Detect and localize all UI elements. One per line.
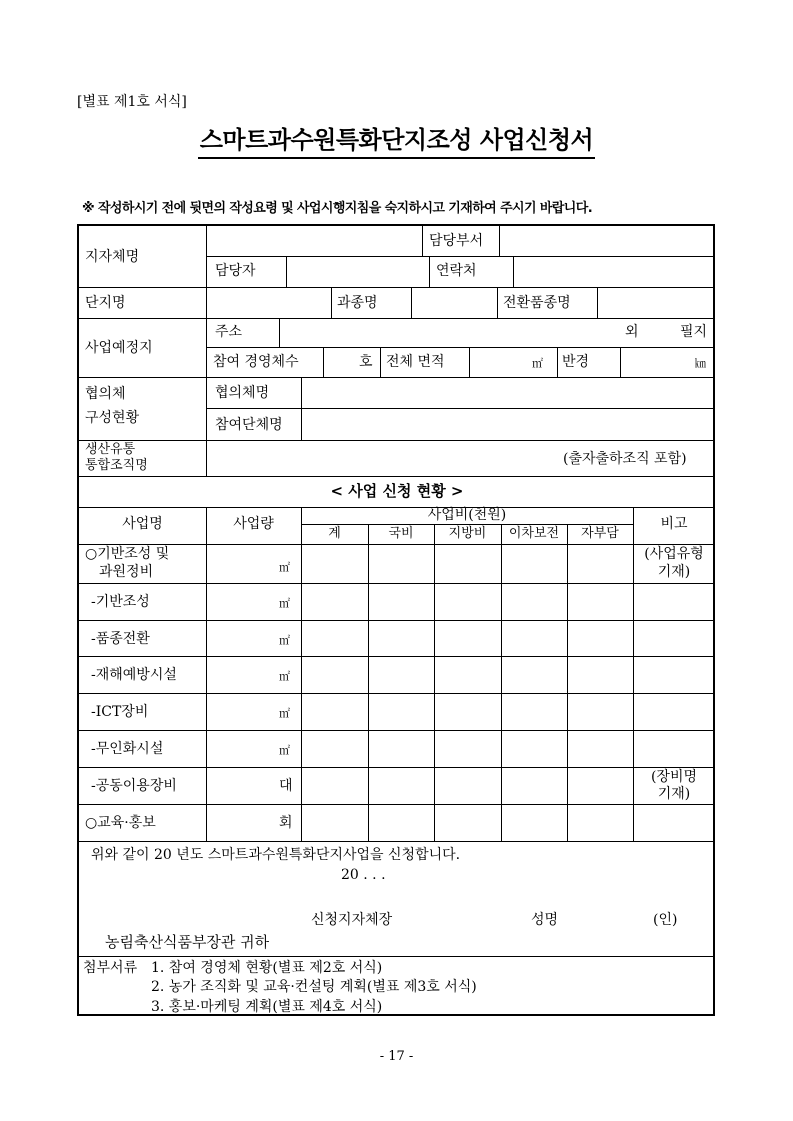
applicant-label: 신청지자체장: [311, 912, 393, 928]
attachment-2: 2. 농가 조직화 및 교육·컨설팅 계획(별표 제3호 서식): [151, 979, 477, 995]
row-3-unit: ㎡: [279, 670, 290, 683]
org-note: (출자출하조직 포함): [563, 451, 687, 467]
row-5-unit: ㎡: [279, 744, 290, 757]
row-3-name: -재해예방시설: [91, 667, 177, 683]
total-area-label: 전체 면적: [386, 354, 445, 370]
addressee: 농림축산식품부장관 귀하: [105, 933, 270, 951]
row-5-name: -무인화시설: [91, 741, 164, 757]
notice: ※ 작성하시기 전에 뒷면의 작성요령 및 사업시행지침을 숙지하시고 기재하여 주시기 바랍니다.: [82, 201, 593, 216]
name-label: 성명: [531, 912, 559, 928]
header-local: 지방비: [448, 526, 487, 541]
row-0-remark-1: (사업유형: [644, 546, 704, 562]
council-name-label: 협의체명: [215, 385, 270, 401]
participants-label: 참여 경영체수: [213, 354, 299, 370]
dept-label: 담당부서: [429, 233, 484, 249]
conversion-variety-label: 전환품종명: [503, 295, 571, 311]
page-number: - 17 -: [379, 1049, 414, 1064]
radius-unit: ㎞: [695, 357, 706, 370]
row-4-name: -ICT장비: [91, 704, 149, 720]
header-project: 사업명: [122, 516, 163, 532]
title-text: 스마트과수원특화단지조성 사업신청서: [198, 126, 595, 159]
header-national: 국비: [388, 526, 414, 541]
lots-suffix: 필지: [680, 324, 708, 340]
row-6-remark-1: (장비명: [650, 769, 698, 785]
declaration-date: 20 . . .: [341, 867, 386, 883]
org-label-2: 통합조직명: [85, 458, 148, 473]
person-label: 담당자: [215, 263, 256, 279]
row-7-unit: 회: [279, 815, 293, 831]
local-gov-label: 지자체명: [85, 249, 140, 265]
row-0-unit: ㎡: [279, 561, 290, 574]
application-form: [77, 224, 715, 1016]
address-label: 주소: [215, 324, 243, 340]
complex-name-label: 단지명: [85, 295, 126, 311]
row-0-name-1: ○기반조성 및: [85, 546, 170, 562]
site-label: 사업예정지: [85, 340, 153, 356]
row-6-name: -공동이용장비: [91, 778, 177, 794]
area-unit: ㎡: [532, 357, 543, 370]
row-6-unit: 대: [279, 778, 293, 794]
fruit-type-label: 과종명: [337, 295, 378, 311]
seal-mark: (인): [653, 912, 678, 928]
row-6-remark-2: 기재): [657, 786, 691, 802]
page-title: [0, 120, 793, 155]
council-label-1: 협의체: [85, 386, 126, 402]
header-self-burden-aid: 이차보전: [508, 526, 560, 541]
row-4-unit: ㎡: [279, 707, 290, 720]
form-tag: [별표 제1호 서식]: [77, 94, 187, 110]
member-org-label: 참여단체명: [215, 417, 283, 433]
attachments-label: 첨부서류: [83, 960, 138, 976]
header-total: 계: [328, 526, 341, 541]
row-0-name-2: 과원정비: [99, 564, 154, 580]
attachment-3: 3. 홍보·마케팅 계획(별표 제4호 서식): [151, 999, 383, 1015]
contact-label: 연락처: [436, 263, 477, 279]
row-1-name: -기반조성: [91, 594, 150, 610]
header-remarks: 비고: [660, 516, 688, 532]
lots-prefix: 외: [625, 324, 639, 340]
row-0-remark-2: 기재): [657, 564, 691, 580]
header-cost: 사업비(천원): [427, 507, 507, 523]
declaration-text: 위와 같이 20 년도 스마트과수원특화단지사업을 신청합니다.: [91, 847, 461, 863]
households-unit: 호: [359, 354, 373, 370]
org-label-1: 생산유통: [85, 442, 136, 457]
row-2-name: -품종전환: [91, 631, 150, 647]
header-amount: 사업량: [233, 516, 274, 532]
attachment-1: 1. 참여 경영체 현황(별표 제2호 서식): [151, 960, 383, 976]
radius-label: 반경: [562, 354, 590, 370]
council-label-2: 구성현황: [85, 410, 140, 426]
row-2-unit: ㎡: [279, 634, 290, 647]
status-title: < 사업 신청 현황 >: [330, 482, 464, 500]
row-7-name: ○교육·홍보: [85, 815, 156, 831]
row-1-unit: ㎡: [279, 597, 290, 610]
header-self-pay: 자부담: [581, 526, 619, 541]
